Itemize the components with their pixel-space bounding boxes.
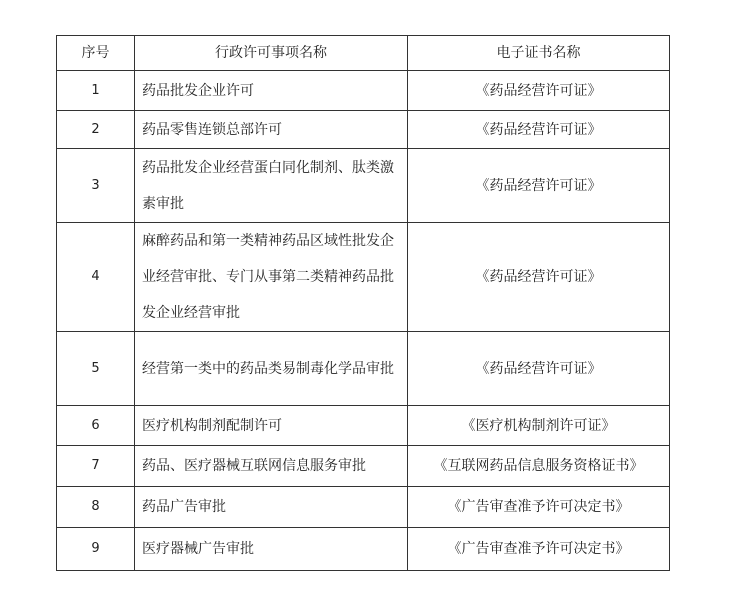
row-item-name: 药品批发企业许可 [135,71,408,111]
row-number: 7 [57,446,135,487]
row-cert-name: 《医疗机构制剂许可证》 [408,406,670,446]
table-row [57,487,670,528]
row-cert-name: 《广告审查准予许可决定书》 [408,528,670,571]
header-item-name: 行政许可事项名称 [135,36,408,71]
row-cert-name: 《药品经营许可证》 [408,111,670,149]
row-number: 1 [57,71,135,111]
row-item-name: 药品零售连锁总部许可 [135,111,408,149]
table-row [57,111,670,149]
row-item-name: 药品、医疗器械互联网信息服务审批 [135,446,408,487]
row-item-name: 经营第一类中的药品类易制毒化学品审批 [135,332,408,406]
row-number: 2 [57,111,135,149]
table-row [57,406,670,446]
row-cert-name: 《药品经营许可证》 [408,332,670,406]
row-cert-name: 《药品经营许可证》 [408,71,670,111]
table-row [57,446,670,487]
row-number: 9 [57,528,135,571]
row-item-name: 医疗机构制剂配制许可 [135,406,408,446]
row-item-name: 药品批发企业经营蛋白同化制剂、肽类激素审批 [135,149,408,223]
table-row [57,149,670,223]
row-cert-name: 《药品经营许可证》 [408,223,670,332]
table-row [57,223,670,332]
row-cert-name: 《药品经营许可证》 [408,149,670,223]
table-row [57,71,670,111]
row-cert-name: 《广告审查准予许可决定书》 [408,487,670,528]
row-cert-name: 《互联网药品信息服务资格证书》 [408,446,670,487]
row-number: 6 [57,406,135,446]
table-row [57,528,670,571]
row-number: 4 [57,223,135,332]
row-item-name: 医疗器械广告审批 [135,528,408,571]
row-number: 8 [57,487,135,528]
table-header-row [57,36,670,71]
header-number: 序号 [57,36,135,71]
header-cert-name: 电子证书名称 [408,36,670,71]
row-item-name: 药品广告审批 [135,487,408,528]
table-row [57,332,670,406]
row-number: 5 [57,332,135,406]
row-number: 3 [57,149,135,223]
row-item-name: 麻醉药品和第一类精神药品区域性批发企业经营审批、专门从事第二类精神药品批发企业经营审批 [135,223,408,332]
license-table [56,35,670,571]
